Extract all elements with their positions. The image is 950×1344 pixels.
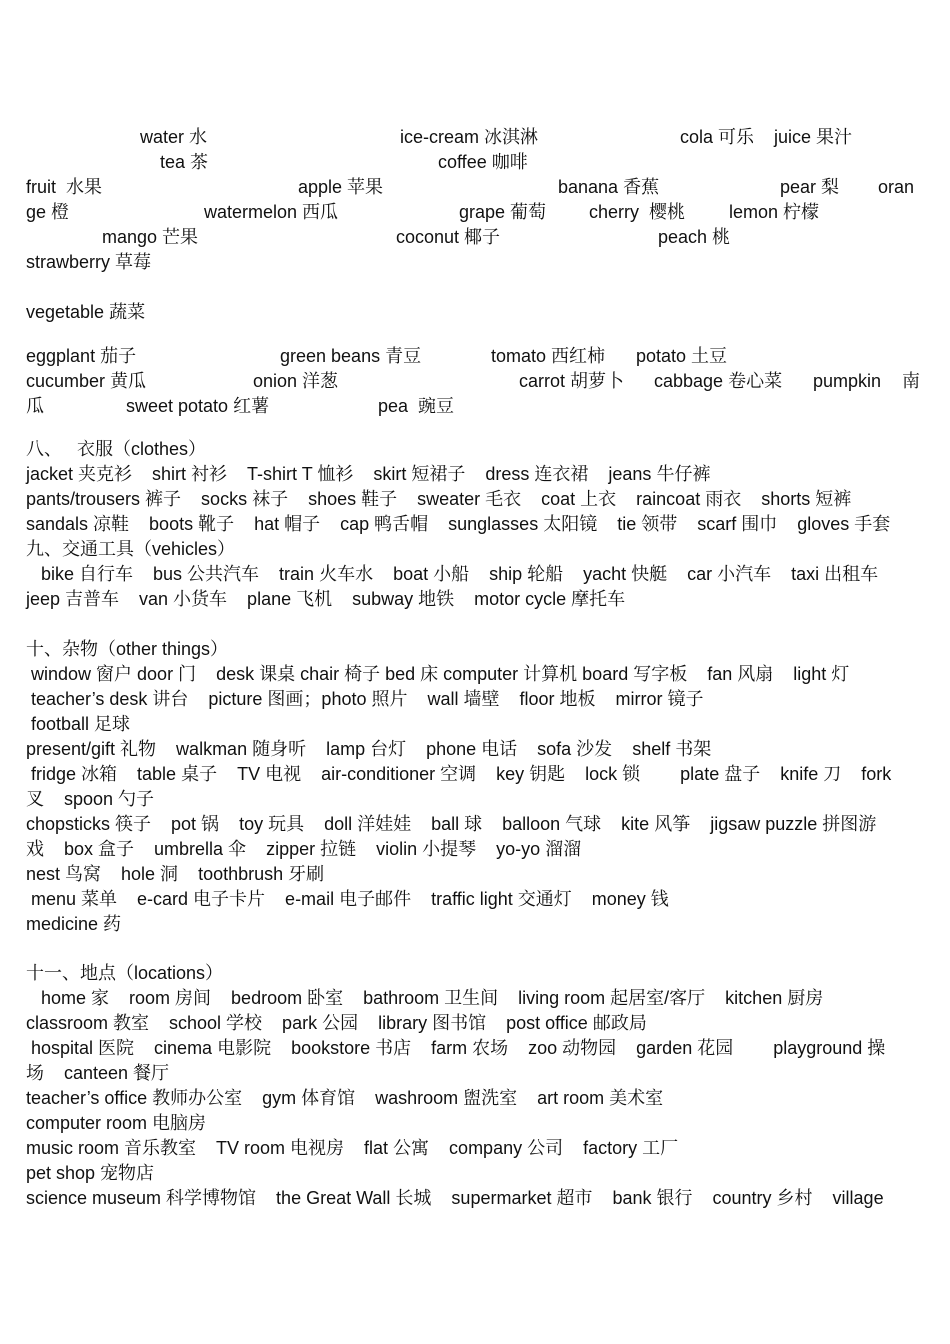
vocab-entry: football 足球 bbox=[26, 714, 131, 734]
text-line bbox=[0, 762, 950, 787]
text-line bbox=[0, 1011, 950, 1036]
vocab-entry: science museum 科学博物馆 the Great Wall 长城 supermarket 超市 bank 银行 country 乡村 village bbox=[26, 1188, 884, 1208]
vocab-entry: menu 菜单 e-card 电子卡片 e-mail 电子邮件 traffic light 交通灯 money 钱 bbox=[26, 889, 669, 909]
text-line bbox=[0, 250, 950, 275]
vocab-entry: potato 土豆 bbox=[636, 346, 728, 366]
text-line bbox=[0, 225, 950, 250]
text-line bbox=[0, 986, 950, 1011]
vocab-entry: 场 canteen 餐厅 bbox=[26, 1063, 170, 1083]
vocab-entry: computer room 电脑房 bbox=[26, 1113, 207, 1133]
vocab-entry: vegetable 蔬菜 bbox=[26, 302, 146, 322]
text-line bbox=[0, 300, 950, 325]
vocab-entry: medicine 药 bbox=[26, 914, 122, 934]
vocab-entry: 十一、地点（locations） bbox=[26, 963, 224, 983]
text-line bbox=[0, 1111, 950, 1136]
vocab-entry: sandals 凉鞋 boots 靴子 hat 帽子 cap 鸭舌帽 sunglasses 太阳镜 tie 领带 scarf 围巾 gloves 手套 bbox=[26, 514, 891, 534]
vocab-entry: lemon 柠檬 bbox=[729, 202, 820, 222]
vocab-entry: oran bbox=[878, 177, 915, 197]
vocab-entry: ice-cream 冰淇淋 bbox=[400, 127, 539, 147]
vocab-entry: ge 橙 bbox=[26, 202, 70, 222]
text-line bbox=[0, 687, 950, 712]
vocab-entry: cucumber 黄瓜 bbox=[26, 371, 147, 391]
text-line bbox=[0, 912, 950, 937]
vocab-entry: eggplant 茄子 bbox=[26, 346, 137, 366]
vocab-entry: green beans 青豆 bbox=[280, 346, 422, 366]
text-line bbox=[0, 369, 950, 394]
vocab-entry: present/gift 礼物 walkman 随身听 lamp 台灯 phone 电话 sofa 沙发 shelf 书架 bbox=[26, 739, 712, 759]
vocab-entry: apple 苹果 bbox=[298, 177, 384, 197]
vocab-entry: nest 鸟窝 hole 洞 toothbrush 牙刷 bbox=[26, 864, 325, 884]
text-line bbox=[0, 394, 950, 419]
vocab-entry: pants/trousers 裤子 socks 袜子 shoes 鞋子 sweater 毛衣 coat 上衣 raincoat 雨衣 shorts 短裤 bbox=[26, 489, 852, 509]
text-line bbox=[0, 887, 950, 912]
vocab-entry: jacket 夹克衫 shirt 衬衫 T-shirt T 恤衫 skirt 短裙子 dress 连衣裙 jeans 牛仔裤 bbox=[26, 464, 711, 484]
vocab-entry: carrot 胡萝卜 bbox=[519, 371, 625, 391]
vocab-entry: pumpkin bbox=[813, 371, 882, 391]
text-line bbox=[0, 200, 950, 225]
vocab-entry: 瓜 bbox=[26, 396, 44, 416]
vocab-entry: 叉 spoon 勺子 bbox=[26, 789, 155, 809]
text-line bbox=[0, 1161, 950, 1186]
vocab-entry: pea 豌豆 bbox=[378, 396, 455, 416]
vocab-entry: home 家 room 房间 bedroom 卧室 bathroom 卫生间 living room 起居室/客厅 kitchen 厨房 bbox=[26, 988, 824, 1008]
text-line bbox=[0, 1036, 950, 1061]
vocab-entry: teacher’s office 教师办公室 gym 体育馆 washroom 盥洗室 art room 美术室 bbox=[26, 1088, 664, 1108]
vocab-entry: 九、交通工具（vehicles） bbox=[26, 539, 236, 559]
vocab-entry: cola 可乐 juice 果汁 bbox=[680, 127, 853, 147]
text-line bbox=[0, 812, 950, 837]
text-line bbox=[0, 175, 950, 200]
vocab-entry: bike 自行车 bus 公共汽车 train 火车水 boat 小船 ship 轮船 yacht 快艇 car 小汽车 taxi 出租车 bbox=[26, 564, 879, 584]
text-line bbox=[0, 837, 950, 862]
vocab-entry: 戏 box 盒子 umbrella 伞 zipper 拉链 violin 小提琴 yo-yo 溜溜 bbox=[26, 839, 582, 859]
text-line bbox=[0, 537, 950, 562]
text-line bbox=[0, 787, 950, 812]
vocab-entry: window 窗户 door 门 desk 课桌 chair 椅子 bed 床 computer 计算机 board 写字板 fan 风扇 light 灯 bbox=[26, 664, 850, 684]
text-line bbox=[0, 562, 950, 587]
vocab-entry: chopsticks 筷子 pot 锅 toy 玩具 doll 洋娃娃 ball 球 balloon 气球 kite 风筝 jigsaw puzzle 拼图游 bbox=[26, 814, 877, 834]
text-line bbox=[0, 512, 950, 537]
vocab-entry: watermelon 西瓜 bbox=[204, 202, 339, 222]
vocab-entry: onion 洋葱 bbox=[253, 371, 339, 391]
text-line bbox=[0, 125, 950, 150]
vocab-entry: tomato 西红柿 bbox=[491, 346, 606, 366]
vocab-entry: coconut 椰子 bbox=[396, 227, 501, 247]
text-line bbox=[0, 437, 950, 462]
vocab-entry: water 水 bbox=[140, 127, 208, 147]
vocab-entry: coffee 咖啡 bbox=[438, 152, 528, 172]
text-line bbox=[0, 1086, 950, 1111]
text-line bbox=[0, 737, 950, 762]
vocab-entry: cabbage 卷心菜 bbox=[654, 371, 783, 391]
vocab-entry: pear 梨 bbox=[780, 177, 840, 197]
text-line bbox=[0, 961, 950, 986]
vocab-entry: classroom 教室 school 学校 park 公园 library 图书馆 post office 邮政局 bbox=[26, 1013, 647, 1033]
vocab-entry: 八、 衣服（clothes） bbox=[26, 439, 207, 459]
vocab-entry: fridge 冰箱 table 桌子 TV 电视 air-conditioner 空调 key 钥匙 lock 锁 plate 盘子 knife 刀 fork bbox=[26, 764, 892, 784]
vocab-entry: peach 桃 bbox=[658, 227, 731, 247]
vocab-entry: hospital 医院 cinema 电影院 bookstore 书店 farm 农场 zoo 动物园 garden 花园 playground 操 bbox=[26, 1038, 886, 1058]
vocab-entry: mango 芒果 bbox=[102, 227, 199, 247]
text-line bbox=[0, 587, 950, 612]
vocab-entry: teacher’s desk 讲台 picture 图画；photo 照片 wall 墙壁 floor 地板 mirror 镜子 bbox=[26, 689, 704, 709]
text-line bbox=[0, 712, 950, 737]
vocab-entry: banana 香蕉 bbox=[558, 177, 660, 197]
text-line bbox=[0, 487, 950, 512]
text-line bbox=[0, 344, 950, 369]
vocab-entry: tea 茶 bbox=[160, 152, 209, 172]
text-line bbox=[0, 1061, 950, 1086]
vocab-entry: pet shop 宠物店 bbox=[26, 1163, 155, 1183]
vocab-entry: fruit 水果 bbox=[26, 177, 103, 197]
vocab-entry: 十、杂物（other things） bbox=[26, 639, 229, 659]
vocab-entry: strawberry 草莓 bbox=[26, 252, 152, 272]
text-line bbox=[0, 462, 950, 487]
text-line bbox=[0, 1186, 950, 1211]
vocab-entry: music room 音乐教室 TV room 电视房 flat 公寓 company 公司 factory 工厂 bbox=[26, 1138, 679, 1158]
text-line bbox=[0, 637, 950, 662]
vocab-entry: sweet potato 红薯 bbox=[126, 396, 270, 416]
text-line bbox=[0, 862, 950, 887]
vocab-entry: jeep 吉普车 van 小货车 plane 飞机 subway 地铁 motor cycle 摩托车 bbox=[26, 589, 626, 609]
text-line bbox=[0, 150, 950, 175]
vocab-entry: 南 bbox=[902, 371, 920, 391]
text-line bbox=[0, 1136, 950, 1161]
text-line bbox=[0, 662, 950, 687]
vocab-entry: grape 葡萄 bbox=[459, 202, 547, 222]
vocab-entry: cherry 樱桃 bbox=[589, 202, 686, 222]
